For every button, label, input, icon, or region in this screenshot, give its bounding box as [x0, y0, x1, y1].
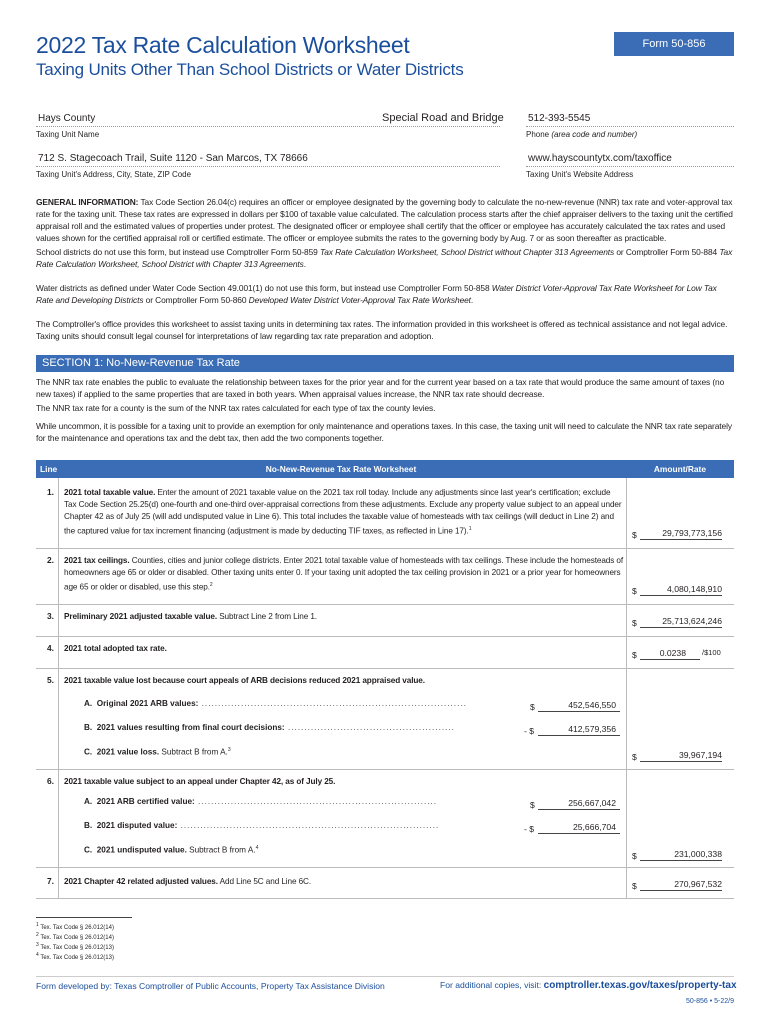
amount-column-divider: [626, 478, 627, 898]
line-2-number: 2.: [47, 555, 54, 565]
address-field[interactable]: 712 S. Stagecoach Trail, Suite 1120 - San Marcos, TX 78666: [38, 153, 308, 164]
line-5b-label: B. 2021 values resulting from final court decisions: ...................................................: [84, 723, 455, 732]
line-6c-amount[interactable]: $ 231,000,338: [632, 849, 722, 861]
website-field[interactable]: www.hayscountytx.com/taxoffice: [528, 153, 672, 164]
section-1-exemption-note: While uncommon, it is possible for a taxing unit to provide an exemption for only maintenance and operations taxes. In this case, the taxing unit will need to calculate the NNR tax rate separately for the maintenance and operations tax and the debt tax, then add the two components together.: [36, 421, 732, 443]
line-1-number: 1.: [47, 487, 54, 497]
footer-copies: For additional copies, visit: comptroller.texas.gov/taxes/property-tax: [440, 980, 737, 991]
line-6-description: 2021 taxable value subject to an appeal under Chapter 42, as of July 25.: [64, 777, 336, 786]
section-1-heading: SECTION 1: No-New-Revenue Tax Rate: [36, 355, 734, 372]
line-1-description: 2021 total taxable value. Enter the amount of 2021 taxable value on the 2021 tax roll today. Include any adjustments since last year's certification; exclude Tax Code Section 25.25(d) one-fourth and one-third over-appraisal corrections from these adjustments. Exclude any property value subject to an appeal under Chapter 42 as of July 25 (will add undisputed value in Line 6). This total includes the taxable value of homesteads with tax ceilings (will deduct in Line 2) and the captured value for tax increment financing (adjustment is made by deducting TIF taxes, as reflected in Line 17).$^1$: [64, 488, 622, 536]
phone-field[interactable]: 512-393-5545: [528, 113, 591, 124]
page-subtitle: Taxing Units Other Than School Districts or Water Districts: [36, 60, 464, 79]
website-label: Taxing Unit's Website Address: [526, 170, 634, 179]
line-6b-label: B. 2021 disputed value: ...............................................................................: [84, 821, 440, 830]
section-1-intro: The NNR tax rate enables the public to evaluate the relationship between taxes for the prior year and for the current year based on a tax rate that would produce the same amount of taxes (no new taxes) if applied to the same properties that are taxed in both years. When appraisal values increase, the NNR tax rate should decrease.: [36, 377, 725, 399]
form-number-badge: Form 50-856: [614, 32, 734, 56]
column-line: Line: [40, 464, 58, 474]
line-5a-label: A. Original 2021 ARB values: .................................................................................: [84, 699, 467, 708]
line-6a-label: A. 2021 ARB certified value: .........................................................................: [84, 797, 438, 806]
phone-label: Phone (area code and number): [526, 130, 638, 139]
footer-developed-by: Form developed by: Texas Comptroller of Public Accounts, Property Tax Assistance Division: [36, 981, 385, 991]
footnote-3: $^3$ Tex. Tax Code § 26.012(13): [36, 942, 114, 951]
water-district-paragraph: Water districts as defined under Water Code Section 49.001(1) do not use this form, but instead use Comptroller Form 50-858 Water District Voter-Approval Tax Rate Worksheet for Low Tax Rate and Developing Districts or Comptroller Form 50-860 Developed Water District Voter-Approval Tax Rate Worksheet.: [36, 283, 717, 305]
comptroller-paragraph: The Comptroller's office provides this worksheet to assist taxing units in determining tax rates. The information provided in this worksheet is offered as technical assistance and not legal advice. Taxing units should consult legal counsel for interpretations of law regarding tax rate preparation and adoption.: [36, 319, 728, 341]
phone-line: [526, 126, 734, 127]
footer-form-code: 50-856 • 5-22/9: [686, 998, 734, 1005]
address-line: [36, 166, 500, 167]
unit-name-field[interactable]: Special Road and Bridge: [382, 112, 504, 124]
footnote-4: $^4$ Tex. Tax Code § 26.012(13): [36, 952, 114, 961]
comptroller-link[interactable]: comptroller.texas.gov/taxes/property-tax: [543, 980, 737, 991]
line-4-number: 4.: [47, 643, 54, 653]
line-3-amount[interactable]: $ 25,713,624,246: [632, 616, 722, 628]
column-description: No-New-Revenue Tax Rate Worksheet: [265, 464, 417, 474]
general-information-paragraph: GENERAL INFORMATION: Tax Code Section 26.04(c) requires an officer or employee designated by the governing body to calculate the no-new-revenue (NNR) tax rate and voter-approval tax rate for the taxing unit. These tax rates are expressed in dollars per $100 of taxable value calculated. The calculation process starts after the chief appraiser delivers to the taxing unit the certified appraisal roll and the estimated values of properties under protest. The designated officer or employee shall certify that the officer or employee has accurately calculated the tax rates and used values shown for the certified appraisal roll or certified estimate. The officer or employee submits the rates to the governing body by Aug. 7 or as soon thereafter as practicable.: [36, 197, 733, 243]
line-1-amount[interactable]: $ 29,793,773,156: [632, 528, 722, 540]
line-6c-label: C. 2021 undisputed value. Subtract B from A.$^4$: [84, 845, 259, 855]
line-5b-amount[interactable]: - $ 412,579,356: [524, 720, 620, 736]
line-4-rate[interactable]: $ 0.0238: [632, 644, 700, 660]
footer-rule: [36, 976, 734, 977]
footnote-1: $^1$ Tex. Tax Code § 26.012(14): [36, 922, 114, 931]
section-1-county-note: The NNR tax rate for a county is the sum of the NNR tax rates calculated for each type of tax the county levies.: [36, 403, 436, 413]
column-amount: Amount/Rate: [653, 464, 706, 474]
line-7-amount[interactable]: $ 270,967,532: [632, 879, 722, 891]
unit-name-label: Taxing Unit Name: [36, 130, 100, 139]
footnote-rule: [36, 917, 132, 918]
unit-name-line: [36, 126, 500, 127]
county-field[interactable]: Hays County: [38, 113, 96, 124]
line-5-description: 2021 taxable value lost because court appeals of ARB decisions reduced 2021 appraised value.: [64, 676, 425, 685]
line-3-number: 3.: [47, 611, 54, 621]
line-column-divider: [58, 478, 59, 898]
line-4-description: 2021 total adopted tax rate.: [64, 644, 167, 653]
line-5-number: 5.: [47, 675, 54, 685]
line-6b-amount[interactable]: - $ 25,666,704: [524, 818, 620, 834]
line-5c-label: C. 2021 value loss. Subtract B from A.$^3$: [84, 747, 231, 757]
line-5a-amount[interactable]: $ 452,546,550: [530, 696, 620, 712]
line-4-rate-unit: /$100: [702, 648, 721, 657]
line-7-description: 2021 Chapter 42 related adjusted values. Add Line 5C and Line 6C.: [64, 877, 312, 886]
website-line: [526, 166, 734, 167]
line-6-number: 6.: [47, 776, 54, 786]
line-7-number: 7.: [47, 876, 54, 886]
line-3-description: Preliminary 2021 adjusted taxable value. Subtract Line 2 from Line 1.: [64, 612, 317, 621]
page-title: 2022 Tax Rate Calculation Worksheet: [36, 32, 410, 58]
line-5c-amount[interactable]: $ 39,967,194: [632, 750, 722, 762]
worksheet-table-header: [36, 460, 734, 478]
line-2-amount[interactable]: $ 4,080,148,910: [632, 584, 722, 596]
address-label: Taxing Unit's Address, City, State, ZIP Code: [36, 170, 192, 179]
footnote-2: $^2$ Tex. Tax Code § 26.012(14): [36, 932, 114, 941]
line-2-description: 2021 tax ceilings. Counties, cities and junior college districts. Enter 2021 total taxable value of homesteads with tax ceilings. These include the homesteads of homeowners age 65 or older or disabled. Other taxing units enter 0. If your taxing unit adopted the tax ceiling provision in 2021 or a prior year for homeowners age 65 or older or disabled, use this step.$^2$: [64, 556, 624, 592]
line-6a-amount[interactable]: $ 256,667,042: [530, 794, 620, 810]
school-district-paragraph: School districts do not use this form, but instead use Comptroller Form 50-859 Tax Rate Calculation Worksheet, School District without Chapter 313 Agreements or Comptroller Form 50-884 Tax Rate Calculation Worksheet, School District with Chapter 313 Agreements.: [36, 247, 733, 269]
